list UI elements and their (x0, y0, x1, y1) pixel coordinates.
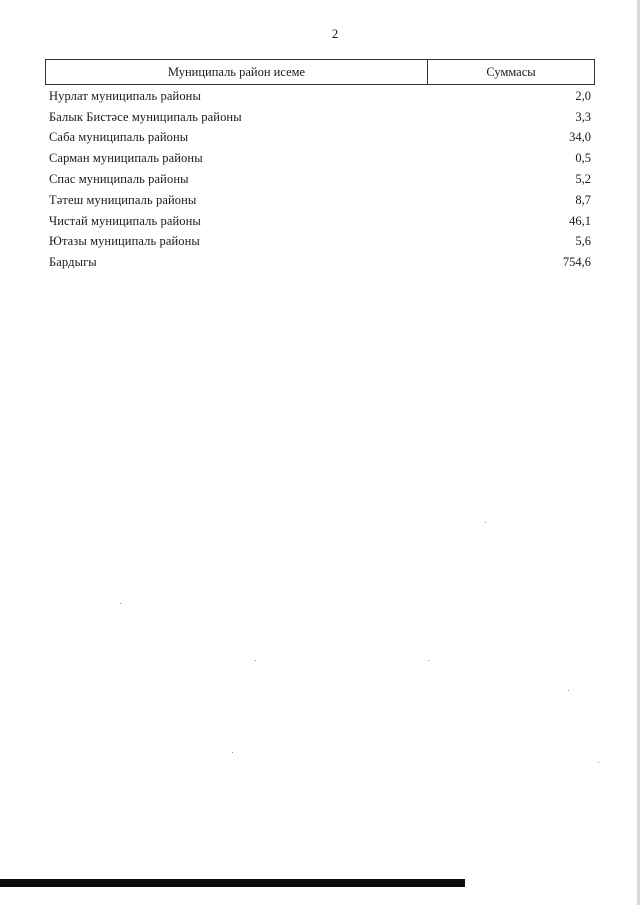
header-municipal-name: Муниципаль район исеме (46, 60, 428, 84)
table-row (45, 148, 595, 169)
total-label: Бардыгы (49, 255, 97, 270)
scan-speck (598, 762, 599, 763)
row-value: 5,2 (575, 172, 591, 187)
scan-speck (120, 603, 121, 604)
page-number: 2 (331, 26, 339, 41)
row-value: 0,5 (575, 151, 591, 166)
table-row (45, 169, 595, 190)
table-row (45, 86, 595, 107)
table-row (45, 190, 595, 211)
row-name: Ютазы муниципаль районы (49, 234, 200, 249)
municipal-amounts-table (45, 59, 595, 273)
scan-speck (255, 660, 256, 661)
table-row (45, 211, 595, 232)
table-row (45, 128, 595, 149)
total-value: 754,6 (562, 255, 591, 270)
scan-bottom-bar (0, 879, 465, 887)
row-name: Сарман муниципаль районы (49, 151, 203, 166)
row-value: 8,7 (575, 192, 591, 207)
row-value: 3,3 (575, 109, 591, 124)
table-body (45, 86, 595, 273)
scan-speck (485, 522, 486, 523)
row-name: Спас муниципаль районы (49, 172, 189, 187)
row-name: Нурлат муниципаль районы (49, 88, 201, 103)
row-value: 2,0 (575, 88, 591, 103)
scan-speck (428, 660, 429, 661)
row-value: 46,1 (569, 213, 591, 228)
row-name: Тәтеш муниципаль районы (49, 192, 197, 207)
table-row (45, 107, 595, 128)
row-name: Саба муниципаль районы (49, 130, 189, 145)
scan-speck (568, 690, 569, 691)
row-value: 34,0 (569, 130, 591, 145)
row-name: Чистай муниципаль районы (49, 213, 201, 228)
table-header (45, 59, 595, 85)
table-row-total (45, 252, 595, 273)
table-row (45, 232, 595, 253)
row-name: Балык Бистәсе муниципаль районы (49, 109, 242, 124)
scan-speck (232, 752, 233, 753)
header-sum: Суммасы (486, 64, 536, 79)
row-value: 5,6 (575, 234, 591, 249)
